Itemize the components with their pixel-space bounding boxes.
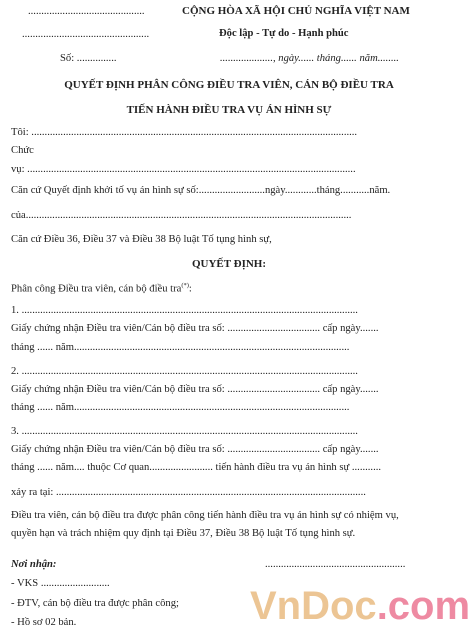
document-title-line-2: TIẾN HÀNH ĐIỀU TRA VỤ ÁN HÌNH SỰ <box>126 104 332 116</box>
recipient-procuracy: - VKS .......................... <box>11 578 110 589</box>
duties-statement-line-2: quyền hạn và trách nhiệm quy định tại Điều 37, Điều 38 Bộ luật Tố tụng hình sự. <box>11 528 356 539</box>
investigator-3-name-line: 3. ............................................................................................................................... <box>11 426 358 437</box>
issuing-agency-line: của........................................................................................................................... <box>11 210 352 221</box>
recipient-investigators: - ĐTV, cán bộ điều tra được phân công; <box>11 598 179 609</box>
legal-basis-articles: Căn cứ Điều 36, Điều 37 và Điều 38 Bộ luật Tố tụng hình sự, <box>11 234 272 245</box>
investigator-1-issue-date-line: tháng ...... năm........................................................................................................ <box>11 342 350 353</box>
footnote-marker: (*) <box>181 282 189 289</box>
recipients-heading: Nơi nhận: <box>11 559 57 570</box>
duties-statement-line-1: Điều tra viên, cán bộ điều tra được phân công tiến hành điều tra vụ án hình sự có nhiệm vụ, <box>11 510 399 521</box>
legal-basis-prosecution-decision: Căn cứ Quyết định khởi tố vụ án hình sự số:.........................ngày............tháng...........năm. <box>11 185 391 196</box>
document-title-line-1: QUYẾT ĐỊNH PHÂN CÔNG ĐIỀU TRA VIÊN, CÁN BỘ ĐIỀU TRA <box>64 79 394 91</box>
investigator-3-issue-date-and-agency-line: tháng ...... năm.... thuộc Cơ quan........................ tiến hành điều tra vụ án hình sự ........... <box>11 462 382 473</box>
position-line: vụ: ............................................................................................................................ <box>11 164 356 175</box>
investigator-2-issue-date-line: tháng ...... năm........................................................................................................ <box>11 402 350 413</box>
issuer-name-line: Tôi: ........................................................................................................................... <box>11 127 358 138</box>
place-and-date: ...................., ngày...... tháng...... năm........ <box>220 53 399 64</box>
country-name: CỘNG HÒA XÃ HỘI CHỦ NGHĨA VIỆT NAM <box>182 5 410 17</box>
position-label: Chức <box>11 145 34 156</box>
recipient-case-file: - Hồ sơ 02 bản. <box>11 617 77 628</box>
document-number: Số: ............... <box>60 53 117 64</box>
investigator-2-name-line: 2. ............................................................................................................................... <box>11 366 358 377</box>
signature-line: ..................................................... <box>265 559 406 570</box>
assignment-intro: Phân công Điều tra viên, cán bộ điều tra(*): <box>11 282 192 295</box>
investigator-2-certificate-line: Giấy chứng nhận Điều tra viên/Cán bộ điều tra số: ................................... cấp ngày....... <box>11 384 379 395</box>
agency-name-line-2: ................................................ <box>22 29 150 40</box>
national-motto: Độc lập - Tự do - Hạnh phúc <box>219 28 349 39</box>
vndoc-watermark-logo: VnDoc.com <box>250 584 470 628</box>
agency-name-line-1: ............................................ <box>28 6 145 17</box>
investigator-1-name-line: 1. ............................................................................................................................... <box>11 305 358 316</box>
decision-heading: QUYẾT ĐỊNH: <box>191 258 267 270</box>
investigator-3-certificate-line: Giấy chứng nhận Điều tra viên/Cán bộ điều tra số: ................................... cấp ngày....... <box>11 444 379 455</box>
incident-location-line: xảy ra tại: ..................................................................................................................... <box>11 487 366 498</box>
investigator-1-certificate-line: Giấy chứng nhận Điều tra viên/Cán bộ điều tra số: ................................... cấp ngày....... <box>11 323 379 334</box>
